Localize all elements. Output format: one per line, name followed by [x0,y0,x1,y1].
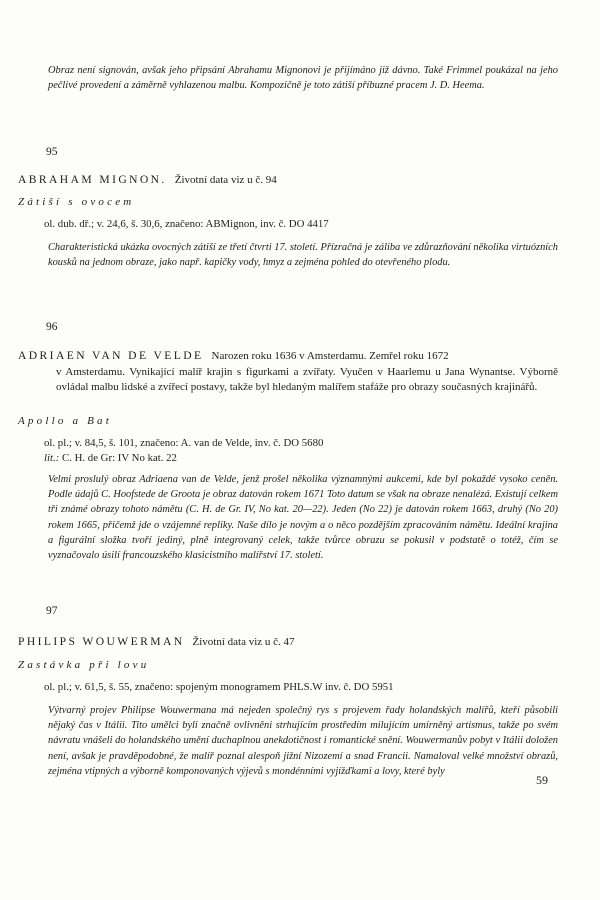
description-text: Charakteristická ukázka ovocných zátiší ze třetí čtvrti 17. století. Přízračná je záliba ve zdůrazňování několika virtuózních kousků na jednom obraze, jako např. kapičky vody, hmyz a zejména pohled do otevřeného plodu. [48,242,558,269]
artist-bio: Životní data viz u č. 47 [192,636,295,648]
entry-heading [18,172,558,189]
artist-bio: Narozen roku 1636 v Amsterdamu. Zemřel roku 1672 [211,350,449,362]
artwork-meta: ol. dub. dř.; v. 24,6, š. 30,6, značeno: ABMignon, inv. č. DO 4417 [44,218,329,230]
artist-bio: Životní data viz u č. 94 [174,174,277,186]
entry-heading [18,634,558,651]
entry-description [48,240,558,270]
literature-label: lit.: [44,452,60,464]
artwork-meta [44,436,323,466]
description-text: Výtvarný projev Philipse Wouwermana má nejeden společný rys s projevem řady holandských malířů, kteří působili nějaký čas v Itálii. Tito umělci byli značně ovlivněni strhujícím prostředím milujícím umírněný artismus, takže po svém návratu vnášeli do holandského umění duchaplnou anekdotičnost i romantické snění. Wouwermanův pobyt v Itálii doložen není, avšak je pravděpodobné, že malíř poznal alespoň jižní Nizozemí a snad Francii. Namaloval velké množství obrazů, zejména vtipných a výborně komponovaných výjevů s mondénními vyjížďkami a lovy, které byly [48,705,558,777]
entry-description [48,472,558,563]
entry-number: 95 [46,146,58,158]
artwork-title: Zastávka při lovu [18,659,150,671]
entry-description [48,703,558,779]
artist-name: PHILIPS WOUWERMAN [18,635,185,648]
artwork-title: Zátiší s ovocem [18,196,135,208]
intro-paragraph [48,63,558,93]
artwork-meta: ol. pl.; v. 61,5, š. 55, značeno: spojeným monogramem PHLS.W inv. č. DO 5951 [44,681,394,693]
intro-text: Obraz není signován, avšak jeho připsání Abrahamu Mignonovi je přijímáno již dávno. Také Frimmel poukázal na jeho pečlivé provedení a záměrně vyhlazenou malbu. Kompozičně je toto zátiší příbuzné pracem J. D. Heema. [48,65,558,92]
entry-number: 96 [46,321,58,333]
entry-heading [18,348,558,396]
artist-bio-continued: v Amsterdamu. Vynikající malíř krajin s figurkami a zvířaty. Vyučen v Haarlemu u Jana Wynantse. Výborně ovládal malbu lidské a zvířecí postavy, takže byl hledaným malířem stafáže pro obrazy současných krajinářů. [56,365,558,393]
literature-reference: C. H. de Gr: IV No kat. 22 [62,452,177,464]
artwork-title: Apollo a Bat [18,415,113,427]
artist-name: ADRIAEN VAN DE VELDE [18,349,204,362]
description-text: Velmi proslulý obraz Adriaena van de Velde, jenž prošel několika významnými aukcemi, kde byl pokaždé vysoko ceněn. Podle údajů C. Hoofstede de Groota je obraz datován rokem 1671 Toto datum se však na obraze nenalézá. Existují celkem tři známé obrazy tohoto námětu (C. H. de Gr. IV, No kat. 20—22). Jeden (No 22) je datován rokem 1663, druhý (No 20) rokem 1665, přičemž jde o vzájemné repliky. Naše dílo je novým a o něco pozdějším zpracováním námětu. Ideální krajina a figurální složka tvoří jediný, plně integrovaný celek, takže tvůrce obrazu se pokusil v podstatě o totéž, čím se vyznačovalo úsilí francouzského klasicistního malířství 17. století. [48,474,558,562]
entry-number: 97 [46,605,58,617]
artist-name: ABRAHAM MIGNON. [18,173,167,186]
page-number: 59 [536,773,548,787]
artwork-meta-text: ol. pl.; v. 84,5, š. 101, značeno: A. van de Velde, inv. č. DO 5680 [44,437,324,449]
